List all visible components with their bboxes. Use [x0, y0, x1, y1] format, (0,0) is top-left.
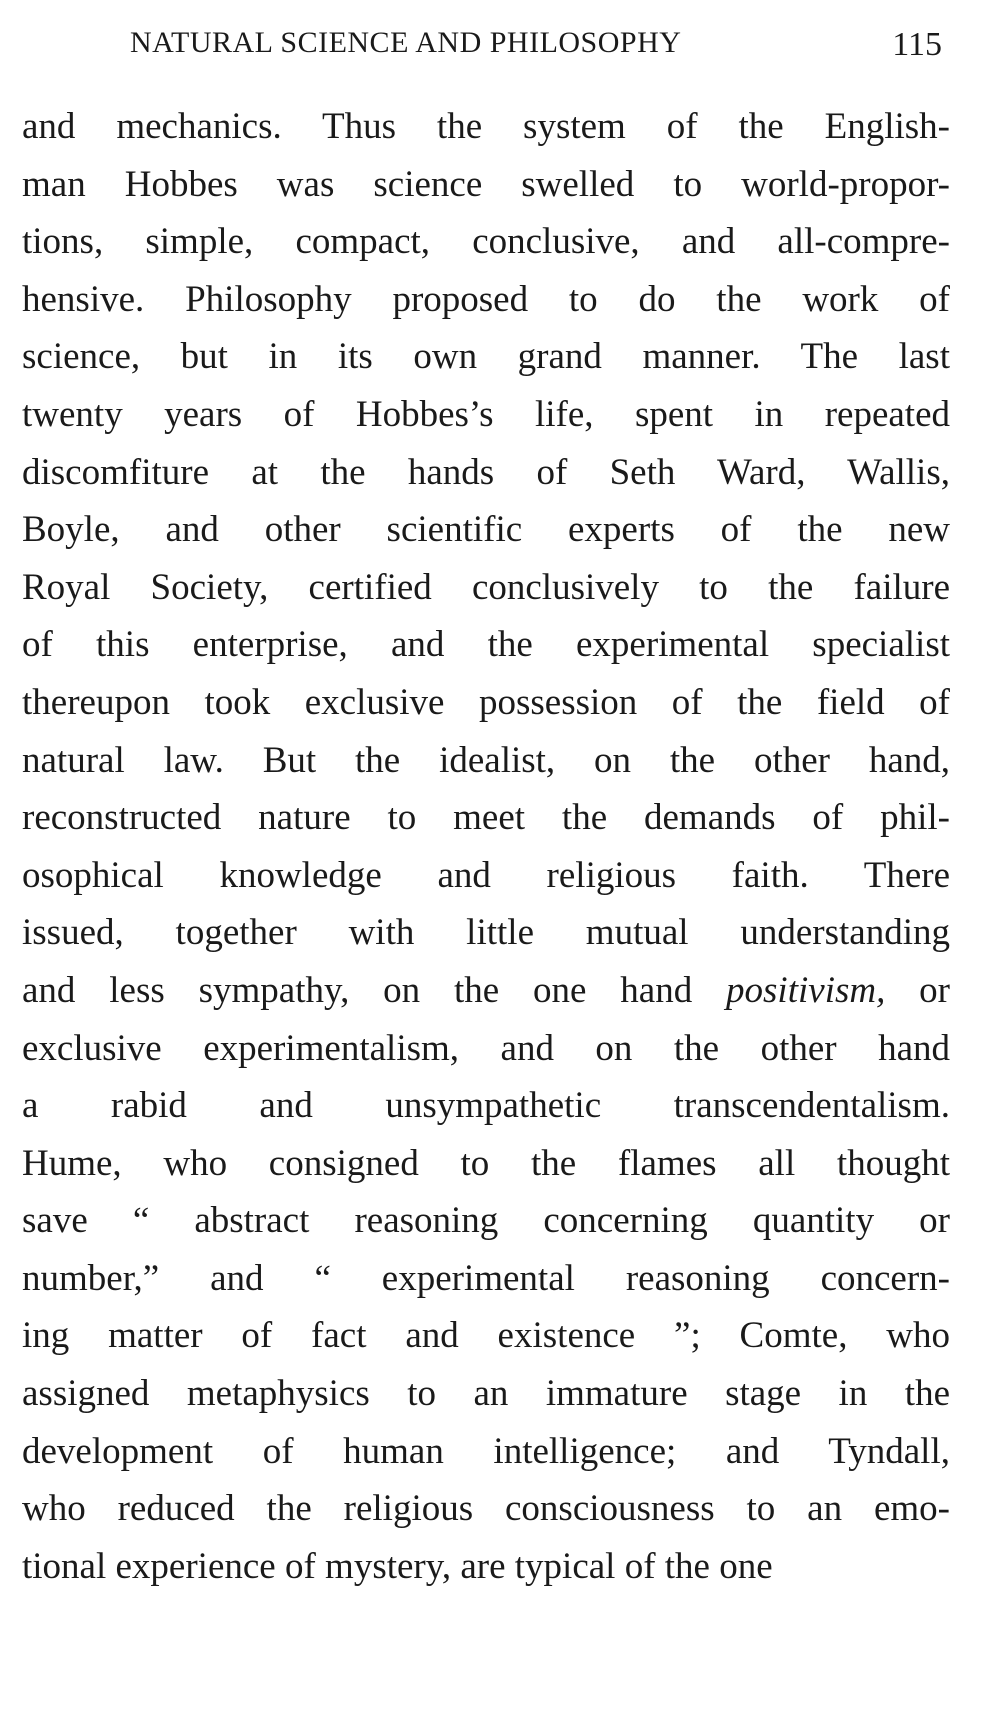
text-line: of this enterprise, and the experimental specialist [22, 624, 950, 666]
text-line: osophical knowledge and religious faith. There [22, 854, 950, 896]
body-text [22, 98, 950, 1595]
text-line: Royal Society, certified conclusively to the failure [22, 566, 950, 608]
text-line: tional experience of mystery, are typical of the one [22, 1545, 773, 1587]
text-line: ing matter of fact and existence ”; Comte, who [22, 1315, 950, 1357]
text-line: tions, simple, compact, conclusive, and all-compre- [22, 221, 950, 263]
text-line: and mechanics. Thus the system of the English- [22, 106, 950, 147]
text-line: thereupon took exclusive possession of the field of [22, 681, 950, 723]
text-line: a rabid and unsympathetic transcendentalism. [22, 1085, 950, 1127]
text-line: man Hobbes was science swelled to world-propor- [22, 163, 950, 205]
running-title: NATURAL SCIENCE AND PHILOSOPHY [130, 26, 682, 59]
text-line: reconstructed nature to meet the demands of phil- [22, 797, 950, 839]
text-line: who reduced the religious consciousness to an emo- [22, 1488, 950, 1530]
text-line: Hume, who consigned to the flames all thought [22, 1142, 950, 1184]
text-line: save “ abstract reasoning concerning quantity or [22, 1200, 950, 1242]
text-line: hensive. Philosophy proposed to do the work of [22, 278, 950, 320]
text-line: assigned metaphysics to an immature stage in the [22, 1373, 950, 1415]
text-line: discomfiture at the hands of Seth Ward, Wallis, [22, 451, 950, 493]
text-line: issued, together with little mutual understanding [22, 912, 950, 954]
text-line: exclusive experimentalism, and on the other hand [22, 1027, 950, 1069]
text-line: development of human intelligence; and Tyndall, [22, 1430, 950, 1472]
text-line: Boyle, and other scientific experts of the new [22, 509, 950, 551]
running-head [130, 18, 950, 68]
text-line: number,” and “ experimental reasoning concern- [22, 1257, 950, 1299]
page-number: 115 [892, 26, 942, 63]
text-line: science, but in its own grand manner. The last [22, 336, 950, 378]
text-line: twenty years of Hobbes’s life, spent in repeated [22, 393, 950, 435]
text-segment: or [885, 969, 950, 1011]
text-line: natural law. But the idealist, on the other hand, [22, 739, 950, 781]
italic-term: positivism, [726, 969, 886, 1011]
text-line-with-italic [22, 962, 950, 1020]
text-segment: and less sympathy, on the one hand [22, 969, 727, 1011]
